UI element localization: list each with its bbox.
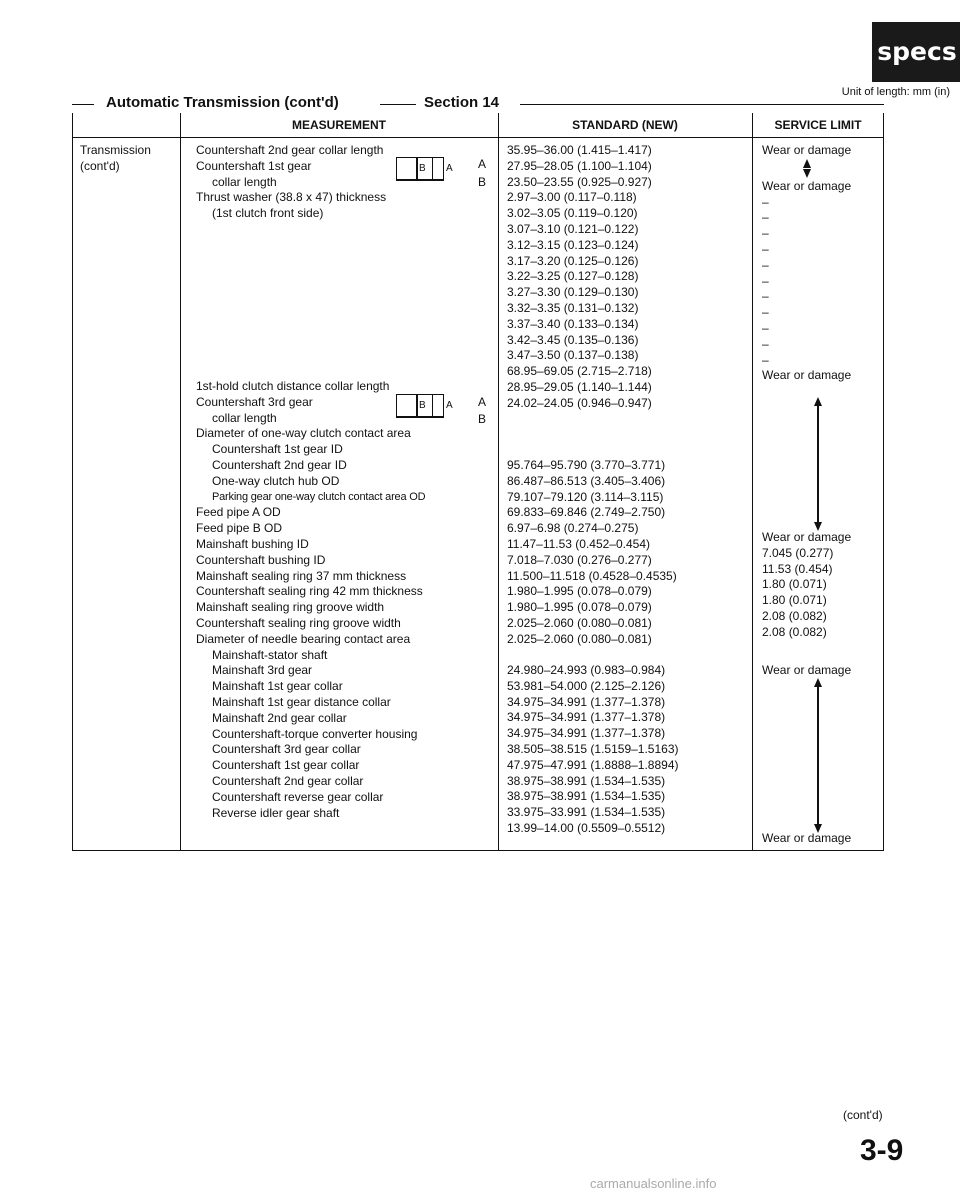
measurement-item: 1st-hold clutch distance collar length <box>196 379 390 393</box>
standard-value: 3.42–3.45 (0.135–0.136) <box>507 332 639 347</box>
standard-value: 3.27–3.30 (0.129–0.130) <box>507 285 639 300</box>
standard-value: 3.07–3.10 (0.121–0.122) <box>507 221 639 236</box>
measurement-item: Thrust washer (38.8 x 47) thickness <box>196 190 387 205</box>
measurement-item: Countershaft sealing ring groove width <box>196 615 401 630</box>
header-service-limit: SERVICE LIMIT <box>774 118 862 132</box>
measurement-item: One-way clutch hub OD <box>212 473 340 488</box>
measurement-item: Countershaft reverse gear collar <box>212 789 384 804</box>
standard-value: 95.764–95.790 (3.770–3.771) <box>507 458 666 472</box>
standard-value: 3.37–3.40 (0.133–0.134) <box>507 316 639 331</box>
measurement-item: Mainshaft 1st gear distance collar <box>212 694 391 709</box>
limit-value: 2.08 (0.082) <box>762 624 827 639</box>
measurement-item: Countershaft sealing ring 42 mm thickness <box>196 584 423 599</box>
measurement-item: Mainshaft bushing ID <box>196 536 309 551</box>
category-label: (cont'd) <box>80 158 120 173</box>
standard-value: 1.980–1.995 (0.078–0.079) <box>507 600 652 615</box>
page-number: 3-9 <box>860 1134 904 1167</box>
measurement-item: Mainshaft 2nd gear collar <box>212 710 347 725</box>
limit-value: Wear or damage <box>762 368 852 383</box>
limit-value: 1.80 (0.071) <box>762 577 827 592</box>
limit-dash: – <box>762 305 769 320</box>
limit-value: Wear or damage <box>762 831 852 845</box>
measurement-item: Reverse idler gear shaft <box>212 805 340 820</box>
measurement-item: Countershaft bushing ID <box>196 552 326 567</box>
limit-value: 7.045 (0.277) <box>762 545 834 560</box>
measurement-item: Mainshaft 3rd gear <box>212 663 313 678</box>
section-number: Section 14 <box>424 94 500 111</box>
standard-value: 3.47–3.50 (0.137–0.138) <box>507 348 639 363</box>
measurement-item: Countershaft-torque converter housing <box>212 726 418 741</box>
standard-column <box>507 143 652 412</box>
dimension-label-b: B <box>478 412 487 426</box>
measurement-item: Mainshaft-stator shaft <box>212 647 328 662</box>
standard-column-block-2 <box>507 458 677 648</box>
measurement-item: Diameter of one-way clutch contact area <box>196 426 411 441</box>
measurement-item: collar length <box>212 174 277 189</box>
range-arrow-down-icon <box>814 522 822 531</box>
diagram-label: A <box>446 163 453 174</box>
standard-value: 34.975–34.991 (1.377–1.378) <box>507 710 666 725</box>
range-arrow-down-icon <box>814 824 822 833</box>
unit-note: Unit of length: mm (in) <box>841 86 950 98</box>
limit-dash: – <box>762 257 769 272</box>
standard-value: 2.025–2.060 (0.080–0.081) <box>507 615 652 630</box>
standard-value: 68.95–69.05 (2.715–2.718) <box>507 364 652 379</box>
measurement-item: Countershaft 3rd gear collar <box>212 742 361 757</box>
measurement-item: (1st clutch front side) <box>212 206 324 221</box>
standard-value: 86.487–86.513 (3.405–3.406) <box>507 473 666 488</box>
measurement-item: Mainshaft sealing ring 37 mm thickness <box>196 568 407 583</box>
standard-value: 3.17–3.20 (0.125–0.126) <box>507 253 639 268</box>
measurement-item: Feed pipe B OD <box>196 521 283 536</box>
standard-value: 7.018–7.030 (0.276–0.277) <box>507 552 652 567</box>
dimension-label-b: B <box>478 175 487 189</box>
collar-diagram-3rd-gear <box>396 394 458 422</box>
standard-value: 3.12–3.15 (0.123–0.124) <box>507 237 639 252</box>
dimension-label-a: A <box>478 157 487 171</box>
specs-tab: specs <box>872 22 960 82</box>
standard-value: 69.833–69.846 (2.749–2.750) <box>507 505 666 520</box>
standard-value: 3.22–3.25 (0.127–0.128) <box>507 269 639 284</box>
diagram-label: A <box>446 400 453 411</box>
measurement-item: Countershaft 1st gear <box>196 158 312 173</box>
measurement-item: Countershaft 2nd gear collar <box>212 773 364 788</box>
table-divider <box>498 113 499 851</box>
header-rule <box>72 137 884 138</box>
header-measurement: MEASUREMENT <box>291 118 386 132</box>
standard-value: 13.99–14.00 (0.5509–0.5512) <box>507 820 666 835</box>
measurement-item: Mainshaft sealing ring groove width <box>196 600 385 615</box>
standard-value: 34.975–34.991 (1.377–1.378) <box>507 694 666 709</box>
standard-value: 2.025–2.060 (0.080–0.081) <box>507 631 652 646</box>
watermark: carmanualsonline.info <box>590 1176 717 1191</box>
limit-value: Wear or damage <box>762 530 852 544</box>
standard-value: 6.97–6.98 (0.274–0.275) <box>507 521 639 536</box>
standard-value: 35.95–36.00 (1.415–1.417) <box>507 143 652 157</box>
standard-value: 79.107–79.120 (3.114–3.115) <box>507 489 664 504</box>
category-label: Transmission <box>80 143 151 157</box>
measurement-column <box>196 143 386 222</box>
standard-value: 38.505–38.515 (1.5159–1.5163) <box>507 741 679 756</box>
limit-dash: – <box>762 273 769 288</box>
standard-value: 53.981–54.000 (2.125–2.126) <box>507 678 666 693</box>
measurement-item: Parking gear one-way clutch contact area OD <box>212 490 426 503</box>
range-arrow-down-icon <box>803 169 811 178</box>
standard-value: 33.975–33.991 (1.534–1.535) <box>507 805 666 820</box>
standard-value: 47.975–47.991 (1.8888–1.8894) <box>507 757 679 772</box>
title-rule-middle <box>380 104 416 105</box>
range-arrow-up-icon <box>803 159 811 168</box>
standard-value: 38.975–38.991 (1.534–1.535) <box>507 773 666 788</box>
standard-value: 24.02–24.05 (0.946–0.947) <box>507 395 652 410</box>
standard-column-block-3 <box>507 663 679 837</box>
limit-value: Wear or damage <box>762 143 852 157</box>
diagram-label: B <box>419 400 426 411</box>
limit-dash: – <box>762 226 769 241</box>
limit-dash: – <box>762 210 769 225</box>
service-limit-column-block-2 <box>762 530 851 641</box>
standard-value: 27.95–28.05 (1.100–1.104) <box>507 158 652 173</box>
header-standard: STANDARD (NEW) <box>572 118 678 132</box>
standard-value: 2.97–3.00 (0.117–0.118) <box>507 190 637 205</box>
measurement-item: Countershaft 1st gear collar <box>212 758 360 773</box>
measurement-item: Mainshaft 1st gear collar <box>212 679 343 694</box>
limit-value: 1.80 (0.071) <box>762 593 827 608</box>
measurement-item: Countershaft 1st gear ID <box>212 442 343 457</box>
section-title-bar <box>72 94 884 114</box>
limit-dash: – <box>762 241 769 256</box>
standard-value: 11.47–11.53 (0.452–0.454) <box>507 536 651 551</box>
diagram-label: B <box>419 163 426 174</box>
standard-value: 38.975–38.991 (1.534–1.535) <box>507 789 666 804</box>
table-divider <box>180 113 181 851</box>
collar-diagram-1st-gear <box>396 157 458 185</box>
category-column <box>80 143 151 175</box>
standard-value: 34.975–34.991 (1.377–1.378) <box>507 726 666 741</box>
limit-dash: – <box>762 336 769 351</box>
measurement-item: Countershaft 2nd gear ID <box>212 457 347 472</box>
limit-dash: – <box>762 194 769 209</box>
range-arrow-line <box>817 404 819 524</box>
limit-dash: – <box>762 320 769 335</box>
range-arrow-line <box>817 686 819 826</box>
measurement-item: collar length <box>212 410 277 425</box>
measurement-item: Countershaft 2nd gear collar length <box>196 143 384 157</box>
standard-value: 23.50–23.55 (0.925–0.927) <box>507 174 652 189</box>
limit-dash: – <box>762 289 769 304</box>
table-divider <box>752 113 753 851</box>
standard-value: 24.980–24.993 (0.983–0.984) <box>507 663 666 677</box>
limit-value: Wear or damage <box>762 663 852 677</box>
limit-value: Wear or damage <box>762 178 852 193</box>
measurement-column-block-2 <box>196 379 425 821</box>
standard-value: 1.980–1.995 (0.078–0.079) <box>507 584 652 599</box>
limit-value: 2.08 (0.082) <box>762 608 827 623</box>
standard-value: 3.32–3.35 (0.131–0.132) <box>507 300 639 315</box>
standard-value: 3.02–3.05 (0.119–0.120) <box>507 206 638 221</box>
limit-value: 11.53 (0.454) <box>762 561 833 576</box>
measurement-item: Countershaft 3rd gear <box>196 394 313 409</box>
standard-value: 28.95–29.05 (1.140–1.144) <box>507 379 652 394</box>
standard-value: 11.500–11.518 (0.4528–0.4535) <box>507 568 677 583</box>
continued-note: (cont'd) <box>843 1108 883 1122</box>
service-limit-column <box>762 143 851 384</box>
measurement-item: Feed pipe A OD <box>196 505 281 520</box>
measurement-item: Diameter of needle bearing contact area <box>196 631 411 646</box>
title-rule-left <box>72 104 94 105</box>
page-title: Automatic Transmission (cont'd) <box>106 94 339 111</box>
limit-dash: – <box>762 352 769 367</box>
title-rule-right <box>520 104 884 105</box>
dimension-label-a: A <box>478 395 487 409</box>
